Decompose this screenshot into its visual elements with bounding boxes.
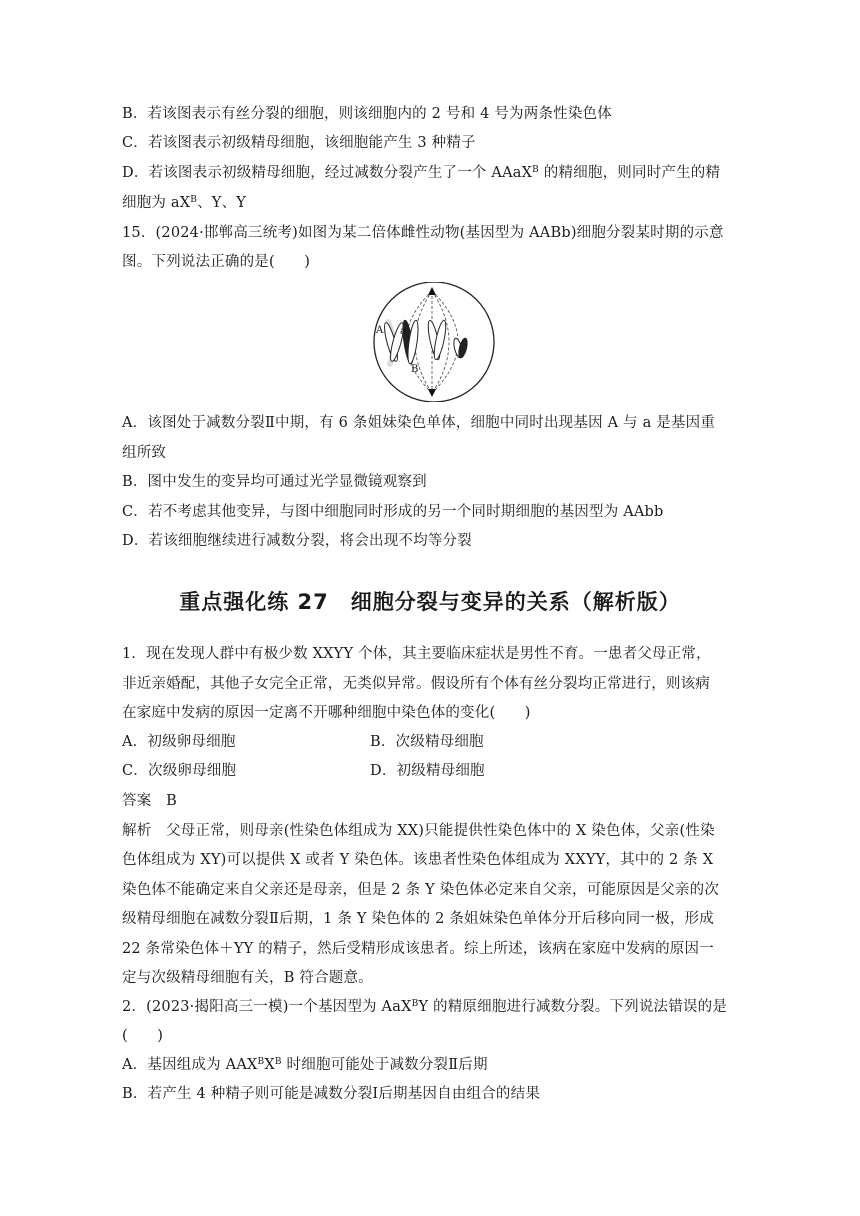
q2-stem-line2: ( ) (122, 1028, 164, 1044)
q1-option-c: C．次级卵母细胞 (122, 763, 237, 779)
centriole-top (428, 287, 436, 295)
q15-stem-line2: 图。下列说法正确的是( ) (122, 254, 311, 270)
q1-option-a: A．初级卵母细胞 (122, 734, 236, 750)
q15-option-d: D．若该细胞继续进行减数分裂，将会出现不均等分裂 (122, 533, 472, 549)
q14-option-b: B．若该图表示有丝分裂的细胞，则该细胞内的 2 号和 4 号为两条性染色体 (122, 106, 612, 122)
q15-stem-line1: 15．(2024·邯郸高三统考)如图为某二倍体雌性动物(基因型为 AABb)细胞分裂某时期的示意 (122, 225, 724, 241)
cell-division-figure (370, 282, 500, 402)
q2-stem-line1: 2．(2023·揭阳高三一模)一个基因型为 AaX$^B$Y 的精原细胞进行减数分裂。下列说法错误的是 (122, 999, 728, 1015)
gene-label-b: B (411, 364, 419, 375)
q15-option-a-line2: 组所致 (122, 445, 167, 461)
gene-label-a-lower: a (400, 326, 406, 337)
q1-stem-line1: 1．现在发现人群中有极少数 XXYY 个体，其主要临床症状是男性不育。一患者父母正常， (122, 646, 711, 662)
q1-stem-line3: 在家庭中发病的原因一定离不开哪种细胞中染色体的变化( ) (122, 705, 531, 721)
q1-explanation-line5: 22 条常染色体＋YY 的精子，然后受精形成该患者。综上所述，该病在家庭中发病的原因一 (122, 941, 714, 957)
q14-option-c: C．若该图表示初级精母细胞，该细胞能产生 3 种精子 (122, 135, 476, 151)
q14-option-d-line2: 细胞为 $aX^B$、Y、Y (122, 195, 247, 211)
q15-option-a-line1: A．该图处于减数分裂Ⅱ中期，有 6 条姐妹染色单体，细胞中同时出现基因 A 与 a 是基因重 (122, 415, 716, 431)
section-title: 重点强化练 27 细胞分裂与变异的关系（解析版） (179, 590, 681, 614)
q2-option-a: A．基因组成为 $AAX^BX^B$ 时细胞可能处于减数分裂Ⅱ后期 (122, 1057, 488, 1073)
q15-option-b: B．图中发生的变异均可通过光学显微镜观察到 (122, 474, 427, 490)
q1-explanation-line2: 色体组成为 XY)可以提供 X 或者 Y 染色体。该患者性染色体组成为 XXYY，其中的 2 条 X (122, 852, 714, 868)
q1-option-b: B．次级精母细胞 (370, 734, 484, 750)
centriole-bottom (428, 389, 436, 397)
q1-stem-line2: 非近亲婚配，其他子女完全正常，无类似异常。假设所有个体有丝分裂均正常进行，则该病 (122, 676, 710, 692)
q1-explanation-line6: 定与次级精母细胞有关，B 符合题意。 (122, 970, 373, 986)
q1-answer: 答案 B (122, 793, 177, 809)
q1-explanation-line3: 染色体不能确定来自父亲还是母亲，但是 2 条 Y 染色体必定来自父亲，可能原因是父亲的次 (122, 882, 720, 898)
q14-option-d-line1: D．若该图表示初级精母细胞，经过减数分裂产生了一个 AAaX$^B$ 的精细胞，则同时产生的精 (122, 165, 721, 181)
gene-label-a-upper: A (376, 325, 384, 336)
q15-option-c: C．若不考虑其他变异，与图中细胞同时形成的另一个同时期细胞的基因型为 AAbb (122, 504, 664, 520)
q2-option-b: B．若产生 4 种精子则可能是减数分裂Ⅰ后期基因自由组合的结果 (122, 1086, 541, 1102)
q1-option-d: D．初级精母细胞 (370, 763, 485, 779)
q1-explanation-line1: 解析 父母正常，则母亲(性染色体组成为 XX)只能提供性染色体中的 X 染色体，父亲(性染 (122, 823, 715, 839)
q1-explanation-line4: 级精母细胞在减数分裂Ⅱ后期，1 条 Y 染色体的 2 条姐妹染色单体分开后移向同一极，形成 (122, 911, 714, 927)
